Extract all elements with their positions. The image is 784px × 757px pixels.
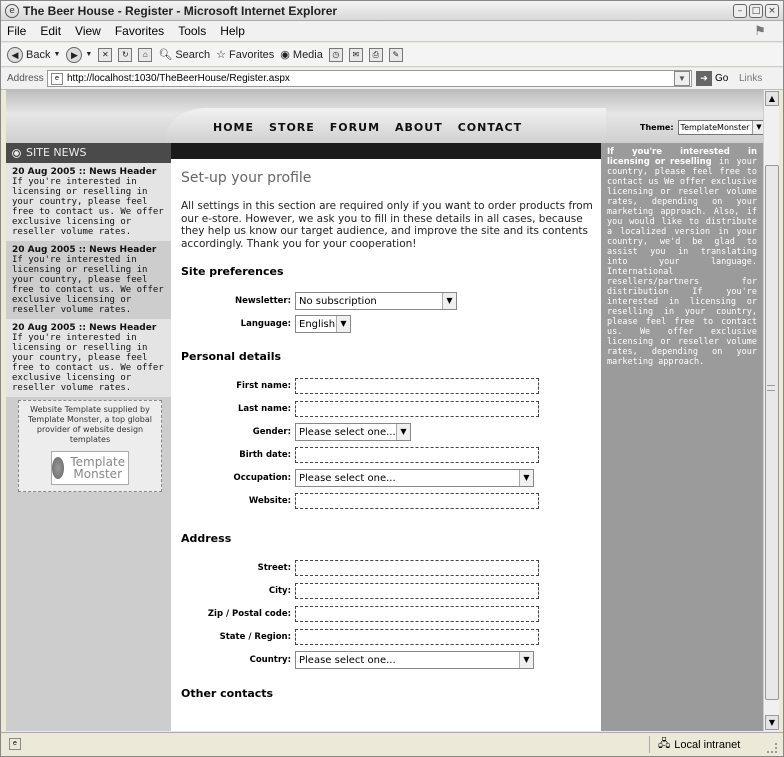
search-icon: 🔍︎ — [158, 49, 173, 61]
state-label: State / Region: — [219, 632, 291, 642]
menu-edit[interactable]: Edit — [40, 24, 62, 38]
left-sidebar — [6, 143, 171, 731]
media-button[interactable]: ◉ Media — [280, 48, 323, 61]
window-title: The Beer House - Register - Microsoft Internet Explorer — [23, 3, 338, 18]
chevron-down-icon: ▼ — [442, 293, 456, 309]
city-input[interactable] — [295, 583, 539, 599]
country-label: Country: — [249, 655, 291, 665]
address-dropdown-button[interactable]: ▼ — [674, 71, 690, 86]
nav-contact[interactable]: CONTACT — [457, 121, 523, 134]
address-label: Address — [7, 73, 44, 84]
newsletter-label: Newsletter: — [235, 296, 291, 306]
news-item — [6, 241, 171, 319]
main-content — [171, 159, 601, 731]
site-preferences-heading: Site preferences — [181, 265, 284, 278]
theme-label: Theme: — [640, 123, 674, 132]
title-bar — [1, 1, 783, 21]
content-top-bar — [171, 143, 601, 159]
country-select[interactable]: Please select one... ▼ — [295, 651, 534, 669]
last-name-input[interactable] — [295, 401, 539, 417]
nav-about[interactable]: ABOUT — [395, 121, 443, 134]
language-select[interactable]: English ▼ — [295, 315, 351, 333]
ie-logo-icon: e — [5, 4, 19, 18]
news-body: If you're interested in licensing or reselling in your country, please feel free to contact us. We offer exclusive licensing or reseller volume rates. — [12, 333, 164, 393]
toolbar — [1, 43, 783, 67]
news-body: If you're interested in licensing or reselling in your country, please feel free to contact us. We offer exclusive licensing or reseller volume rates. — [12, 177, 164, 237]
mail-icon[interactable]: ✉ — [349, 48, 363, 62]
theme-picker — [640, 120, 763, 135]
chevron-down-icon: ▼ — [752, 121, 763, 134]
history-icon[interactable]: ◷ — [329, 48, 343, 62]
stop-icon[interactable]: ✕ — [98, 48, 112, 62]
news-body: If you're interested in licensing or reselling in your country, please feel free to contact us. We offer exclusive licensing or reseller volume rates. — [12, 255, 164, 315]
menu-help[interactable]: Help — [220, 24, 245, 38]
favorites-button[interactable]: ☆ Favorites — [216, 48, 275, 61]
news-item — [6, 319, 171, 397]
back-button[interactable]: ◀ Back ▼ — [7, 47, 60, 63]
first-name-input[interactable] — [295, 378, 539, 394]
newsletter-select[interactable]: No subscription ▼ — [295, 292, 457, 310]
main-nav — [213, 121, 522, 134]
chevron-down-icon: ▼ — [396, 424, 410, 440]
last-name-label: Last name: — [237, 404, 291, 414]
zip-input[interactable] — [295, 606, 539, 622]
page-done-icon: e — [9, 738, 21, 750]
site-news-caption: ● SITE NEWS — [6, 143, 171, 163]
city-label: City: — [268, 586, 291, 596]
website-input[interactable] — [295, 493, 539, 509]
go-arrow-icon: ➜ — [696, 71, 712, 86]
refresh-icon[interactable]: ↻ — [118, 48, 132, 62]
chevron-down-icon: ▼ — [336, 316, 350, 332]
birth-date-input[interactable] — [295, 447, 539, 463]
state-input[interactable] — [295, 629, 539, 645]
template-credit-text: Website Template supplied by Template Monster, a top global provider of website design templates — [27, 405, 152, 444]
gender-select[interactable]: Please select one... ▼ — [295, 423, 411, 441]
site-header — [6, 90, 763, 143]
print-icon[interactable]: ⎙ — [369, 48, 383, 62]
menu-tools[interactable]: Tools — [178, 24, 207, 38]
first-name-label: First name: — [236, 381, 291, 391]
menu-favorites[interactable]: Favorites — [114, 24, 165, 38]
right-sidebar-bold: If you're interested in licensing or reselling — [607, 147, 757, 167]
windows-flag-icon: ⚑ — [754, 23, 766, 38]
go-button[interactable]: ➜ Go — [696, 71, 728, 86]
address-input[interactable] — [47, 70, 692, 87]
edit-icon[interactable]: ✎ — [389, 48, 403, 62]
intranet-icon: 🖧 — [658, 738, 671, 750]
template-monster-box — [18, 400, 162, 492]
news-header[interactable]: 20 Aug 2005 :: News Header — [12, 323, 157, 333]
page-title: Set-up your profile — [181, 170, 312, 186]
right-sidebar — [601, 143, 763, 731]
close-button[interactable]: × — [765, 4, 779, 18]
menu-file[interactable]: File — [7, 24, 27, 38]
bullet-icon: ● — [13, 149, 20, 157]
occupation-label: Occupation: — [233, 473, 291, 483]
zip-label: Zip / Postal code: — [207, 609, 291, 619]
chevron-down-icon: ▼ — [519, 470, 533, 486]
scroll-down-icon[interactable]: ▼ — [765, 715, 779, 730]
monster-logo-icon — [52, 457, 64, 479]
vertical-scrollbar[interactable] — [763, 90, 779, 731]
template-monster-logo[interactable]: Template Monster — [51, 451, 129, 485]
resize-grip[interactable] — [767, 743, 777, 753]
website-label: Website: — [248, 496, 291, 506]
page-viewport — [6, 90, 763, 731]
menu-view[interactable]: View — [75, 24, 101, 38]
language-label: Language: — [240, 319, 291, 329]
links-button[interactable]: Links — [739, 73, 763, 84]
minimize-button[interactable]: – — [733, 4, 747, 18]
home-icon[interactable]: ⌂ — [138, 48, 152, 62]
scroll-up-icon[interactable]: ▲ — [765, 91, 779, 106]
back-arrow-icon: ◀ — [7, 47, 23, 63]
other-contacts-heading: Other contacts — [181, 687, 274, 700]
right-sidebar-text: in your country, please feel free to contact us We offer exclusive licensing or reseller volume rates, depending on your marketing approach. Also, if you would like to distribute a localized version in your country, we'd be glad to assist you in translating into your language. International resellers/partners for distribution If you're interested in licensing or reselling in your country, please feel free to contact us. We offer exclusive licensing or reseller volume rates, depending on your marketing approach. — [607, 157, 757, 367]
scroll-thumb[interactable] — [765, 165, 779, 700]
nav-store[interactable]: STORE — [269, 121, 315, 134]
media-icon: ◉ — [280, 49, 290, 61]
street-label: Street: — [257, 563, 291, 573]
star-icon: ☆ — [216, 49, 227, 61]
news-header[interactable]: 20 Aug 2005 :: News Header — [12, 167, 157, 177]
intro-text: All settings in this section are required only if you want to order products from our e-store. However, we ask you to fill in these details in all cases, because they help us know our target audience, and improve the site and its contents accordingly. Thank you for your cooperation! — [181, 200, 593, 250]
theme-select[interactable]: TemplateMonster ▼ — [678, 120, 763, 135]
news-header[interactable]: 20 Aug 2005 :: News Header — [12, 245, 157, 255]
gender-label: Gender: — [252, 427, 291, 437]
address-url: http://localhost:1030/TheBeerHouse/Register.aspx — [67, 73, 290, 84]
nav-home[interactable]: HOME — [213, 121, 255, 134]
address-heading: Address — [181, 532, 232, 545]
address-bar — [1, 68, 783, 90]
forward-button[interactable]: ▶ ▼ — [66, 47, 92, 63]
security-zone: 🖧 Local intranet — [649, 736, 740, 753]
news-item — [6, 163, 171, 241]
status-bar — [1, 732, 783, 756]
chevron-down-icon: ▼ — [519, 652, 533, 668]
menu-bar — [1, 21, 783, 42]
search-button[interactable]: 🔍︎ Search — [158, 48, 211, 61]
street-input[interactable] — [295, 560, 539, 576]
page-icon: e — [51, 73, 63, 85]
maximize-button[interactable]: □ — [749, 4, 763, 18]
personal-details-heading: Personal details — [181, 350, 282, 363]
birth-date-label: Birth date: — [239, 450, 291, 460]
forward-arrow-icon: ▶ — [66, 47, 82, 63]
occupation-select[interactable]: Please select one... ▼ — [295, 469, 534, 487]
nav-forum[interactable]: FORUM — [329, 121, 381, 134]
